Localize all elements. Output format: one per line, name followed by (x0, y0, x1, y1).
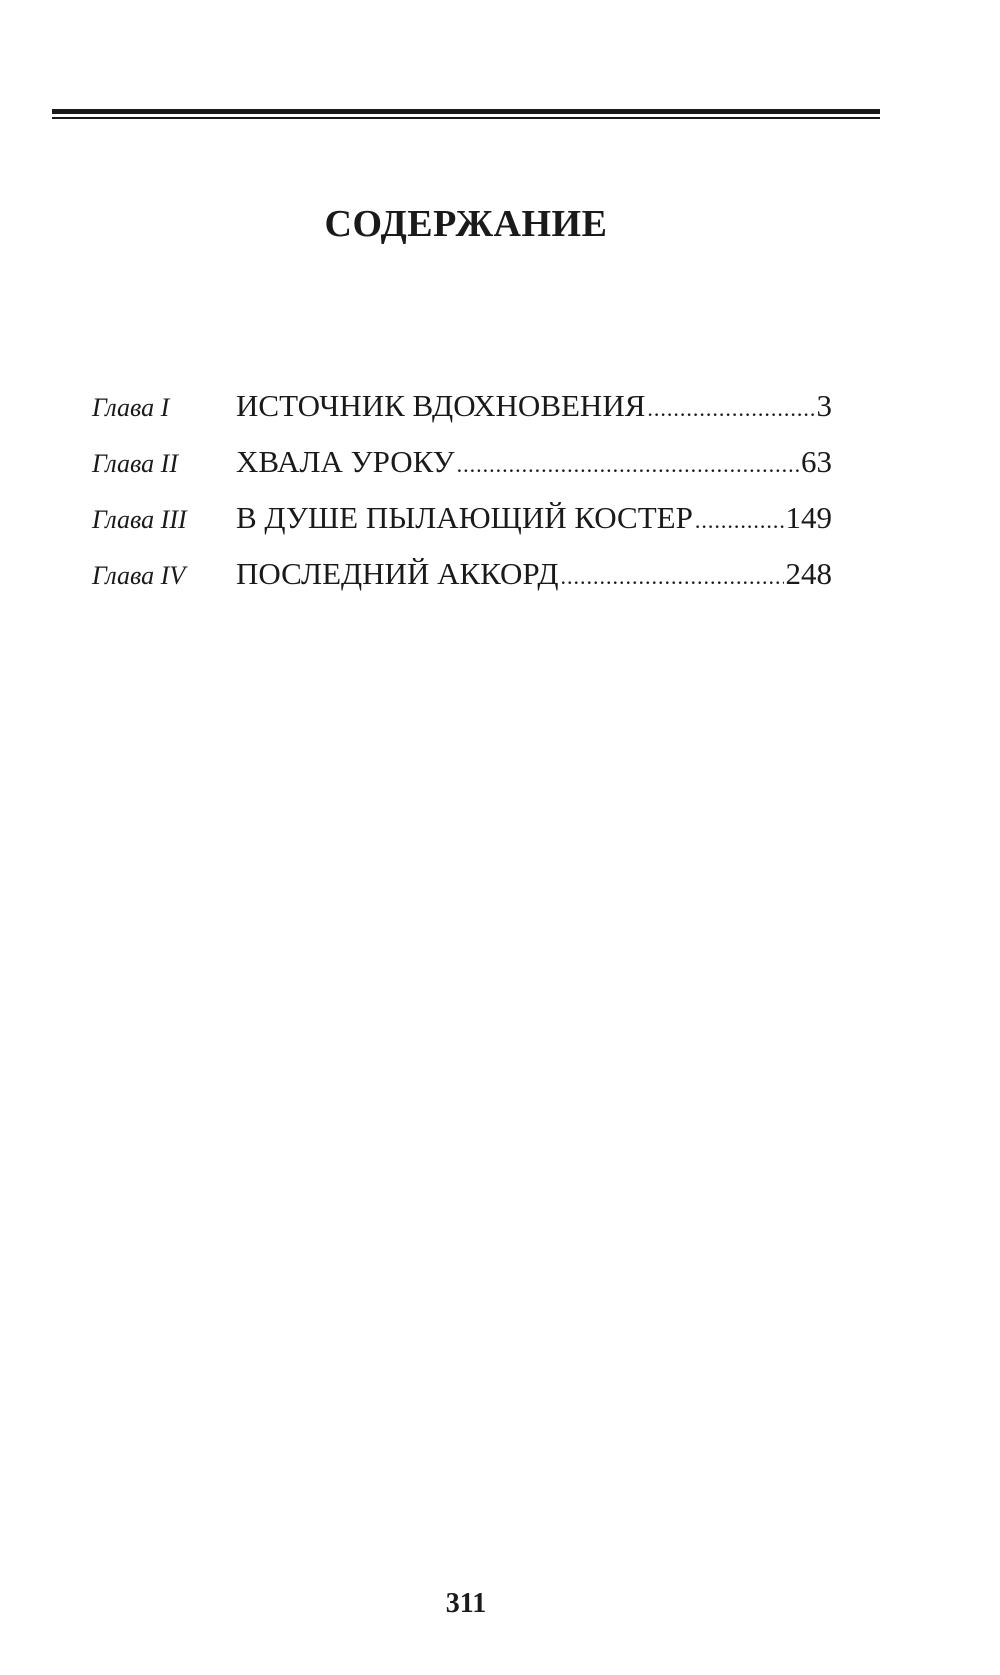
chapter-title: В ДУШЕ ПЫЛАЮЩИЙ КОСТЕР (236, 500, 693, 535)
dot-leader (647, 396, 814, 422)
toc-entry-text (236, 388, 832, 424)
header-rule-thick (52, 109, 880, 114)
chapter-title: ИСТОЧНИК ВДОХНОВЕНИЯ (236, 388, 646, 423)
chapter-page-number: 3 (816, 388, 832, 423)
page-title: СОДЕРЖАНИЕ (324, 203, 608, 245)
chapter-label: Глава III (92, 505, 187, 534)
dot-leader (457, 452, 799, 478)
toc-entry (92, 388, 832, 444)
toc-entry-text (236, 444, 832, 480)
chapter-label: Глава II (92, 449, 178, 478)
chapter-page-number: 149 (785, 500, 832, 535)
table-of-contents (92, 388, 832, 612)
header-rule-thin (52, 117, 880, 119)
toc-entry-text (236, 500, 832, 536)
chapter-label: Глава I (92, 393, 170, 422)
toc-entry (92, 444, 832, 500)
chapter-title: ХВАЛА УРОКУ (236, 444, 455, 479)
dot-leader (695, 508, 784, 534)
chapter-page-number: 248 (785, 556, 832, 591)
chapter-title: ПОСЛЕДНИЙ АККОРД (236, 556, 559, 591)
toc-entry-text (236, 556, 832, 592)
toc-entry (92, 556, 832, 612)
toc-entry (92, 500, 832, 556)
dot-leader (561, 564, 784, 590)
chapter-label: Глава IV (92, 561, 186, 590)
chapter-page-number: 63 (801, 444, 832, 479)
page-number: 311 (445, 1588, 487, 1619)
